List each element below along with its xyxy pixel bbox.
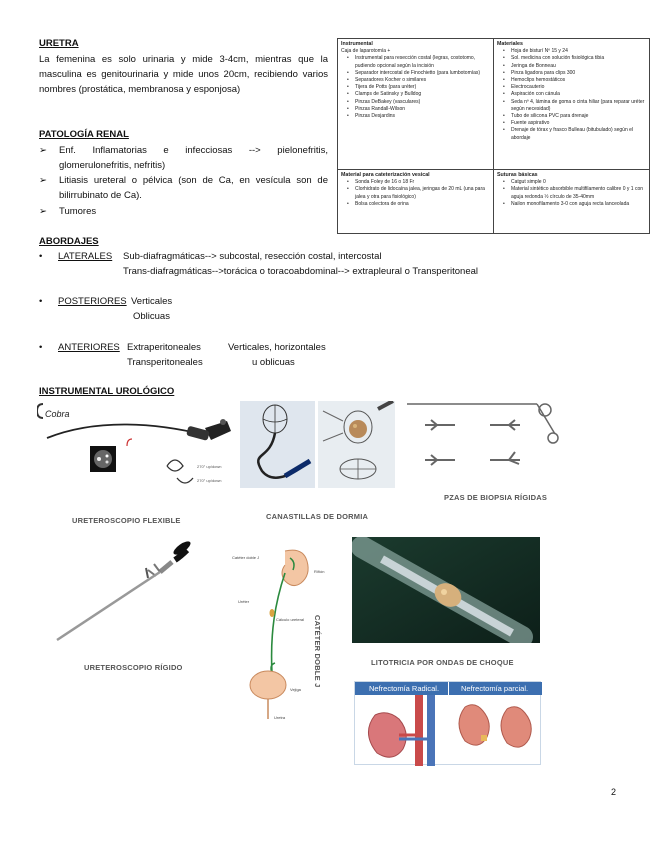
patologia-heading: PATOLOGÍA RENAL: [39, 129, 129, 140]
table-list-item: • Hemoclips hemostáticos: [497, 77, 649, 84]
table-instrumental-sub: Caja de laparotomía +: [341, 48, 391, 55]
table-cell-suturas: [497, 172, 649, 208]
caption-cateter-doble-j: CATÉTER DOBLE J: [313, 615, 322, 688]
table-list-item: • Catgut simple 0: [497, 179, 649, 186]
cobra-logo: [37, 404, 70, 419]
abordaje-laterales-label: LATERALES: [58, 251, 113, 262]
abordaje-anteriores-label: ANTERIORES: [58, 342, 120, 353]
table-cateter-title: Material para cateterización vesical: [341, 172, 430, 178]
abordajes-heading: ABORDAJES: [39, 236, 99, 247]
abordaje-anteriores-line-2a: Transperitoneales: [127, 357, 203, 368]
table-list-item: • Material sintético absorbible multifilamento calibre 0 y 1 con aguja redonda ½ círculo de 35-40mm: [497, 186, 649, 200]
table-list-item: • Drenaje de tórax y frasco Bulleau (bitubulado) según el abordaje: [497, 127, 649, 141]
table-cell-cateter: [341, 172, 491, 208]
diagram-label-calculo: Cálculo ureteral: [276, 617, 305, 622]
table-materiales-list: [497, 48, 649, 142]
table-materiales-title: Materiales: [497, 41, 523, 47]
table-list-item: • Tijera de Potts (para uréter): [341, 84, 491, 91]
caption-ureteroscopio-rigido: URETEROSCOPIO RÍGIDO: [84, 663, 183, 672]
caption-canastillas-dormia: CANASTILLAS DE DORMIA: [266, 512, 369, 521]
uretra-line-3: nombres (prostática, membranosa y esponjosa): [39, 84, 241, 95]
table-list-item: • Pinzas Desjardins: [341, 113, 491, 120]
uretra-text: [39, 52, 328, 97]
caption-pinzas-biopsia: PZAS DE BIOPSIA RÍGIDAS: [444, 493, 548, 502]
table-list-item: • Clamps de Satinsky y Bulldog: [341, 91, 491, 98]
table-list-item: • Sonda Foley de 16 o 18 Fr: [341, 179, 491, 186]
patologia-item-2-line-b: bilirrubinato de Ca).: [59, 190, 142, 201]
patologia-item-2-line-a: Litiasis ureteral o pélvica (son de Ca, en vesícula son de: [59, 175, 328, 186]
table-list-item: • Fuente aspirativo: [497, 120, 649, 127]
nefrectomia-parcial-label: Nefrectomía parcial.: [449, 682, 542, 695]
abordaje-laterales-line-2: Trans-diafragmáticas-->torácica o toracoabdominal--> extrapleural o Transperitoneal: [123, 266, 479, 277]
patologia-item-1-line-a: Enf. Inflamatorias e infecciosas --> pielonefritis,: [59, 145, 328, 156]
uretra-heading: URETRA: [39, 38, 79, 49]
table-list-item: • Electrocauterio: [497, 84, 649, 91]
caption-litotricia: LITOTRICIA POR ONDAS DE CHOQUE: [371, 658, 514, 667]
table-list-item: • Tubo de silicona PVC para drenaje: [497, 113, 649, 120]
table-list-item: • Sol. medicina con solución fisiológica tibia: [497, 55, 649, 62]
table-list-item: • Aspiración con cánula: [497, 91, 649, 98]
patologia-item-2: [39, 173, 328, 203]
patologia-item-1: [39, 143, 328, 173]
table-suturas-list: [497, 179, 649, 208]
abordaje-posteriores-label: POSTERIORES: [58, 296, 127, 307]
patologia-item-1-line-b: glomerulonefritis, nefritis): [59, 160, 166, 171]
patologia-item-3: [39, 204, 328, 219]
abordaje-laterales-bullet: •: [39, 251, 43, 262]
abordaje-posteriores-line-2: Oblicuas: [133, 311, 170, 322]
abordaje-posteriores-bullet: •: [39, 296, 43, 307]
table-cell-instrumental: [341, 41, 491, 120]
table-list-item: • Nailon monofilamento 3-0 con aguja recta lanceolada: [497, 201, 649, 208]
diagram-label-rinon: Riñón: [314, 569, 325, 574]
table-list-item: • Separador intercostal de Finochietto (para lumbotomías): [341, 70, 491, 77]
table-list-item: • Seda nº 4, lámina de goma o cinta hiliar (para reparar uréter según necesidad): [497, 99, 649, 113]
nefrectomia-radical-label: Nefrectomía Radical.: [355, 682, 448, 695]
table-list-item: • Jeringa de Bonneau: [497, 63, 649, 70]
scope-angle-down: 270° up/down: [197, 478, 222, 483]
page-number: 2: [611, 787, 617, 797]
table-list-item: • Pinza ligadora para clips 300: [497, 70, 649, 77]
arrow-bullet-icon: ➢: [39, 206, 47, 217]
abordaje-anteriores-line-1a: Extraperitoneales: [127, 342, 201, 353]
uretra-line-1: La femenina es solo urinaria y mide 3-4cm, mientras que la: [39, 54, 328, 65]
dormia-basket-image-1: [240, 401, 315, 488]
biopsy-forceps-image: [405, 400, 560, 480]
uretra-line-2: masculina es genitourinaria y mide unos 20cm, recibiendo varios: [39, 69, 328, 80]
nefrectomia-illustration: [355, 695, 542, 766]
table-list-item: • Hoja de bisturí Nº 15 y 24: [497, 48, 649, 55]
table-list-item: • Pinzas Randall-Wilson: [341, 106, 491, 113]
scope-angle-up: 270° up/down: [197, 464, 222, 469]
dormia-basket-image-2: [318, 401, 395, 488]
table-list-item: • Separadores Kocher o similares: [341, 77, 491, 84]
table-instrumental-title: Instrumental: [341, 41, 373, 47]
abordaje-anteriores-line-2b: u oblicuas: [252, 357, 295, 368]
abordaje-posteriores-line-1: Verticales: [131, 296, 173, 307]
caption-ureteroscopio-flexible: URETEROSCOPIO FLEXIBLE: [72, 516, 181, 525]
table-list-item: • Pinzas DeBakey (vasculares): [341, 99, 491, 106]
table-list-item: • Bolsa colectora de orina: [341, 201, 491, 208]
litotricia-image: [352, 537, 540, 643]
diagram-label-uretra: Uretra: [274, 715, 286, 720]
arrow-bullet-icon: ➢: [39, 175, 47, 186]
instrumental-table: [337, 38, 650, 234]
table-suturas-title: Suturas básicas: [497, 172, 538, 178]
abordaje-laterales-line-1: Sub-diafragmáticas--> subcostal, resección costal, intercostal: [123, 251, 382, 262]
rigid-ureteroscope-image: [52, 540, 197, 645]
abordaje-anteriores-line-1b: Verticales, horizontales: [228, 342, 326, 353]
brand-text: Cobra: [45, 409, 70, 419]
table-list-item: • Clorhidrato de lidocaína jalea, jeringas de 20 mL (una para jalea y otra para fisiológico): [341, 186, 491, 200]
nefrectomia-image: [354, 681, 541, 765]
table-instrumental-list: [341, 55, 491, 120]
instrumental-heading: INSTRUMENTAL UROLÓGICO: [39, 386, 175, 397]
table-cell-materiales: [497, 41, 649, 142]
diagram-label-ureter: Uréter: [238, 599, 250, 604]
table-list-item: • Instrumental para resección costal (legras, costotomo, pudiendo opcional según la incisión: [341, 55, 491, 69]
diagram-label-vejiga: Vejiga: [290, 687, 301, 692]
abordaje-anteriores-bullet: •: [39, 342, 43, 353]
table-cateter-list: [341, 179, 491, 208]
arrow-bullet-icon: ➢: [39, 145, 47, 156]
diagram-label-cateter: Catéter doble J: [232, 555, 260, 560]
flexible-ureteroscope-image: [37, 398, 232, 503]
patologia-item-3-text: Tumores: [59, 206, 97, 217]
